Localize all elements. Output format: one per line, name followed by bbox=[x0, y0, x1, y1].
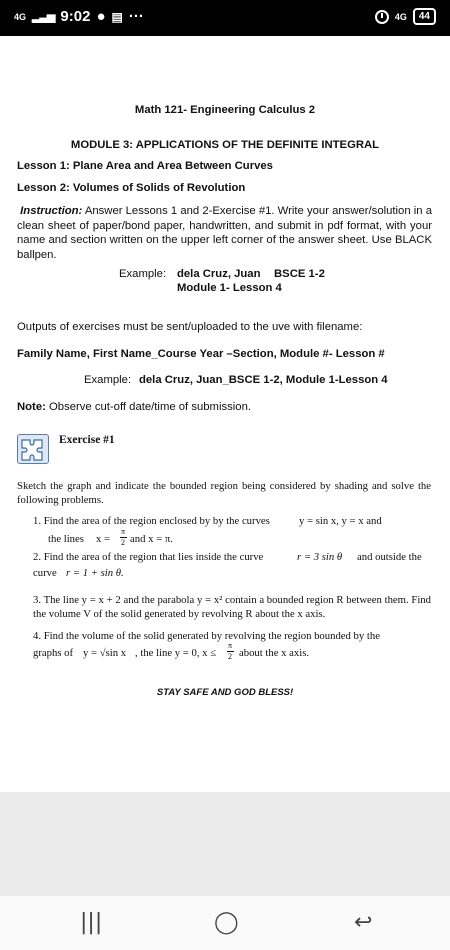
lesson-1: Lesson 1: Plane Area and Area Between Curves bbox=[17, 160, 273, 172]
course-title: Math 121- Engineering Calculus 2 bbox=[134, 104, 316, 116]
problem-4-text: 4. Find the volume of the solid generated by revolving the region bounded by the bbox=[33, 630, 380, 642]
problem-2-curve-1: r = 3 sin θ bbox=[297, 551, 343, 563]
example-1-label: Example: bbox=[119, 268, 167, 280]
problem-1-curves: y = sin x, y = x and bbox=[299, 515, 382, 527]
network-indicator: 4G bbox=[14, 11, 27, 22]
problem-1-lines: the lines bbox=[48, 533, 84, 545]
alarm-icon bbox=[375, 10, 389, 24]
module-title: MODULE 3: APPLICATIONS OF THE DEFINITE INTEGRAL bbox=[70, 139, 380, 151]
network-right: 4G bbox=[394, 11, 407, 22]
note-label: Note: bbox=[17, 401, 46, 413]
filename-format: Family Name, First Name_Course Year –Section, Module #- Lesson # bbox=[17, 348, 385, 360]
example-1-section: BSCE 1-2 bbox=[274, 268, 325, 280]
signal-icon: ▂▃▅ bbox=[32, 11, 55, 23]
sketch-instructions: Sketch the graph and indicate the bounded region being considered by shading and solve the following problems. bbox=[17, 480, 431, 506]
problem-4-line: , the line y = 0, x ≤ bbox=[135, 647, 217, 659]
status-bar bbox=[0, 0, 450, 36]
navigation-bar bbox=[0, 896, 450, 950]
lesson-2: Lesson 2: Volumes of Solids of Revolution bbox=[17, 182, 246, 194]
outputs-text: Outputs of exercises must be sent/uploaded to the uve with filename: bbox=[17, 321, 363, 333]
problem-1-x-equals: x = bbox=[96, 533, 111, 545]
instruction-text: Answer Lessons 1 and 2-Exercise #1. Write your answer/solution in a clean sheet of paper/bond paper, handwritten, and submit in pdf format, with your name and section written on the upper left corner of the answer sheet. Use BLACK ballpen. bbox=[17, 205, 432, 261]
problem-1-text: 1. Find the area of the region enclosed by by the curves bbox=[33, 515, 270, 527]
back-button[interactable]: ↩ bbox=[354, 910, 373, 935]
puzzle-icon bbox=[17, 434, 49, 464]
problem-1-pi: π bbox=[121, 527, 126, 536]
problem-4-function: y = √sin x bbox=[83, 647, 127, 659]
status-left bbox=[14, 8, 144, 25]
status-right bbox=[375, 8, 436, 25]
recents-button[interactable]: ||| bbox=[80, 910, 103, 935]
problem-2-text: 2. Find the area of the region that lies inside the curve bbox=[33, 551, 264, 563]
note bbox=[17, 401, 251, 413]
instruction-paragraph bbox=[17, 204, 432, 262]
messenger-icon: ● bbox=[96, 8, 106, 25]
exercise-title: Exercise #1 bbox=[59, 434, 115, 446]
notification-icon: ▤ bbox=[111, 9, 123, 24]
clock: 9:02 bbox=[60, 8, 91, 25]
document-page bbox=[0, 36, 450, 792]
closing-message: STAY SAFE AND GOD BLESS! bbox=[156, 687, 294, 698]
problem-1-two: 2 bbox=[121, 538, 125, 547]
example-2-value: dela Cruz, Juan_BSCE 1-2, Module 1-Lesson 4 bbox=[139, 374, 388, 386]
problem-2-text-b: and outside the bbox=[357, 551, 422, 563]
home-button[interactable]: ◯ bbox=[214, 910, 239, 935]
note-text: Observe cut-off date/time of submission. bbox=[45, 401, 251, 413]
instruction-label: Instruction: bbox=[20, 205, 83, 217]
example-2-label: Example: bbox=[84, 374, 132, 386]
problem-2-curve-2: r = 1 + sin θ. bbox=[66, 567, 124, 579]
problem-1-lines-b: and x = π. bbox=[130, 533, 173, 545]
problem-2-curve-label: curve bbox=[33, 567, 57, 579]
example-1-module: Module 1- Lesson 4 bbox=[177, 282, 282, 294]
problem-4-axis: about the x axis. bbox=[239, 647, 310, 659]
more-notifications: ··· bbox=[128, 8, 144, 25]
problem-4-pi: π bbox=[228, 641, 233, 650]
problem-4-two: 2 bbox=[228, 652, 232, 661]
problem-3: 3. The line y = x + 2 and the parabola y = x² contain a bounded region R between them. Find the volume V of the solid generated by revolving R about the x axis. bbox=[33, 594, 431, 620]
example-1-name: dela Cruz, Juan bbox=[177, 268, 261, 280]
problem-4-graphs: graphs of bbox=[33, 647, 74, 659]
battery-icon: 44 bbox=[413, 8, 436, 25]
